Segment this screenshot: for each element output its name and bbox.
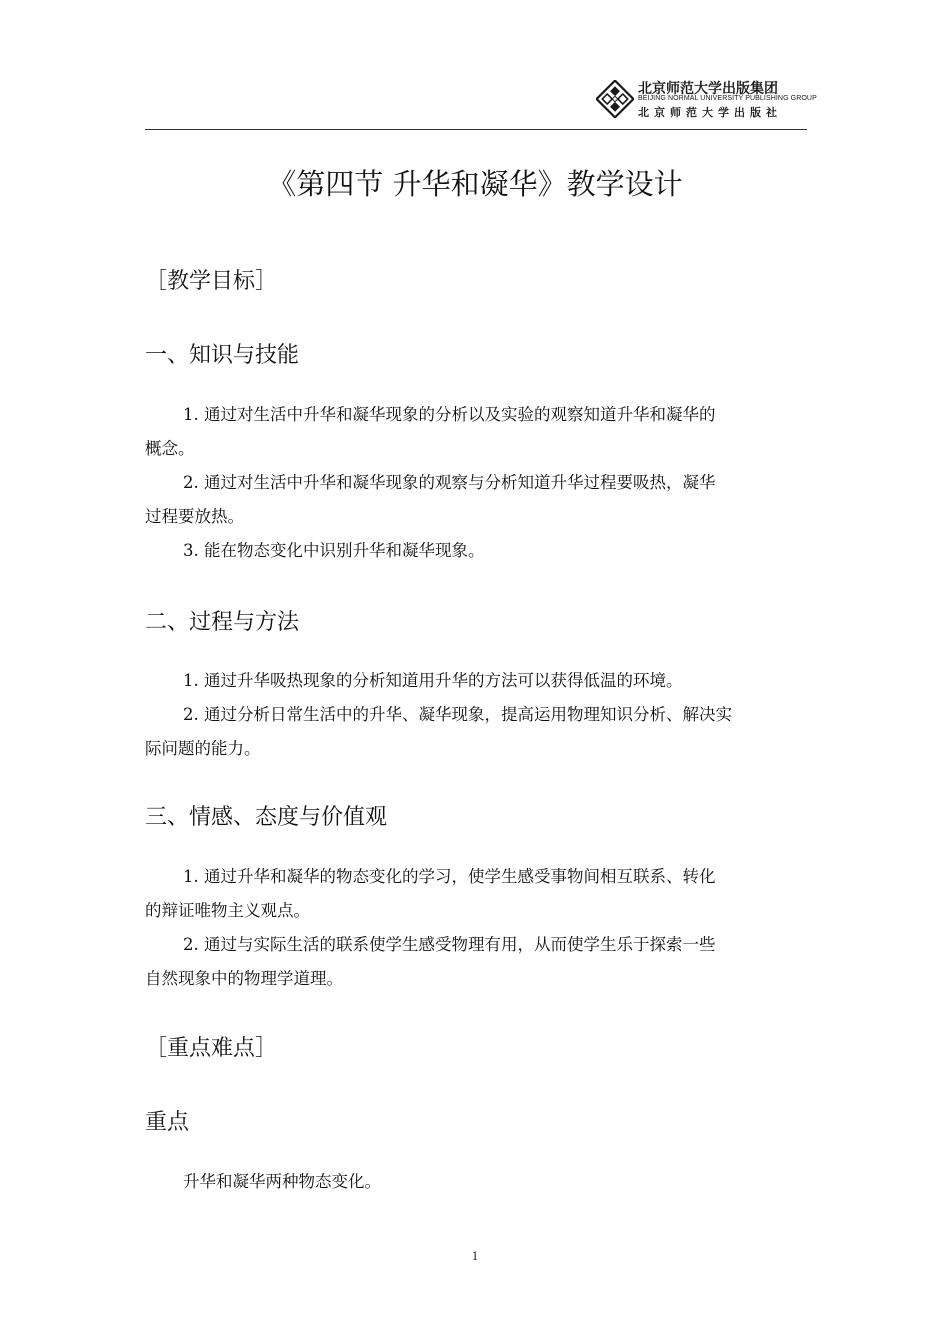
knowledge-heading: 一、知识与技能 xyxy=(145,343,300,368)
process-item-2-line-1: 2. 通过分析日常生活中的升华、凝华现象，提高运用物理知识分析、解决实 xyxy=(183,705,732,724)
header-divider xyxy=(145,129,807,130)
emotion-item-2-line-1: 2. 通过与实际生活的联系使学生感受物理有用，从而使学生乐于探索一些 xyxy=(183,935,716,954)
page-number: 1 xyxy=(471,1248,479,1263)
process-heading: 二、过程与方法 xyxy=(145,610,300,635)
knowledge-paragraphs xyxy=(145,398,809,568)
knowledge-item-1-line-2: 概念。 xyxy=(145,439,195,458)
difficulty-heading: ［重点难点］ xyxy=(145,1036,278,1061)
process-paragraphs xyxy=(145,664,809,766)
publisher-subname: 北京师范大学出版社 xyxy=(638,106,782,119)
emotion-item-1-line-2: 的辩证唯物主义观点。 xyxy=(145,901,310,920)
process-item-1-line-1: 1. 通过升华吸热现象的分析知道用升华的方法可以获得低温的环境。 xyxy=(183,671,683,690)
knowledge-item-1-line-1: 1. 通过对生活中升华和凝华现象的分析以及实验的观察知道升华和凝华的 xyxy=(183,405,716,424)
emotion-item-2-line-2: 自然现象中的物理学道理。 xyxy=(145,969,343,988)
key-paragraphs xyxy=(145,1165,809,1199)
key-item-line-1: 升华和凝华两种物态变化。 xyxy=(183,1172,381,1191)
knowledge-item-2-line-2: 过程要放热。 xyxy=(145,507,244,526)
emotion-item-1-line-1: 1. 通过升华和凝华的物态变化的学习，使学生感受事物间相互联系、转化 xyxy=(183,867,716,886)
publisher-logo xyxy=(596,78,817,120)
publisher-name-cn: 北京师范大学出版集团 xyxy=(638,81,778,97)
process-item-2-line-2: 际问题的能力。 xyxy=(145,739,261,758)
knowledge-item-3-line-1: 3. 能在物态变化中识别升华和凝华现象。 xyxy=(183,541,485,560)
emotion-paragraphs xyxy=(145,860,809,996)
publisher-name-en: BEIJING NORMAL UNIVERSITY PUBLISHING GROUP xyxy=(638,95,817,102)
publisher-emblem-icon xyxy=(596,80,634,118)
key-heading: 重点 xyxy=(145,1110,190,1135)
knowledge-item-2-line-1: 2. 通过对生活中升华和凝华现象的观察与分析知道升华过程要吸热，凝华 xyxy=(183,473,716,492)
objectives-heading: ［教学目标］ xyxy=(145,269,278,294)
emotion-heading: 三、情感、态度与价值观 xyxy=(145,805,388,830)
page-title: 《第四节 升华和凝华》教学设计 xyxy=(267,167,683,201)
